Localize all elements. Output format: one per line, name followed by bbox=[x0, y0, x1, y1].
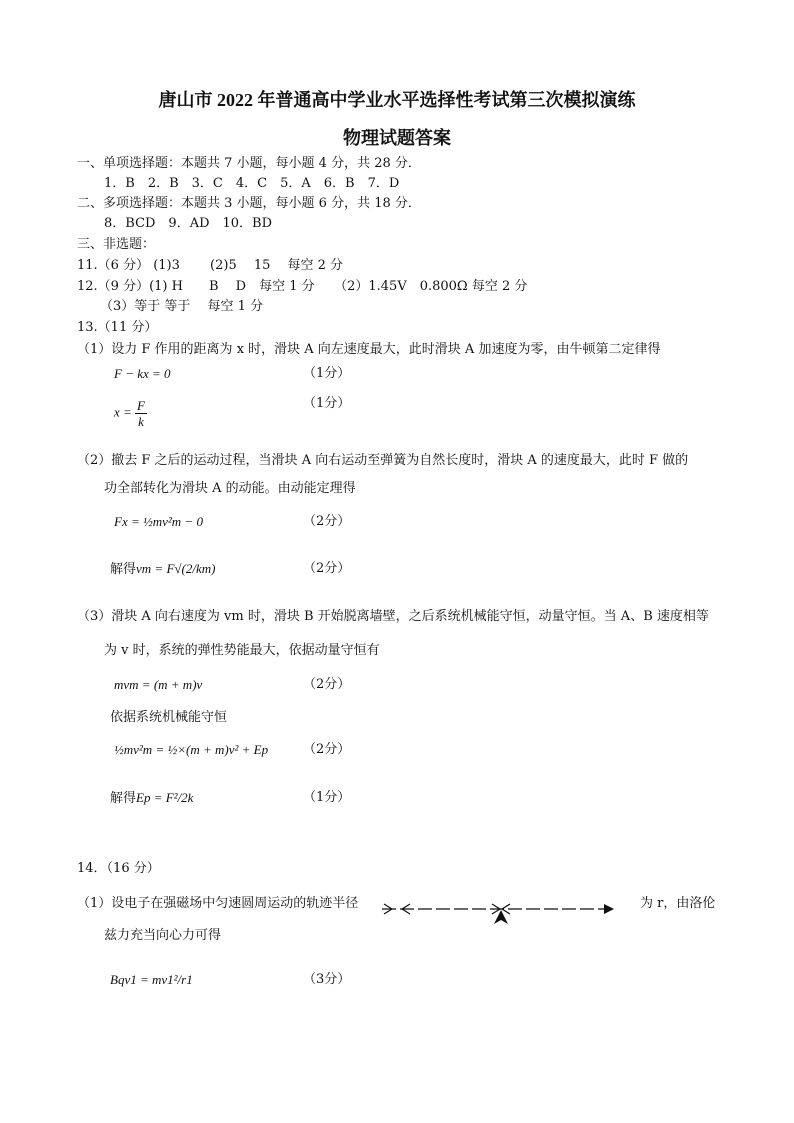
section-2-answers: 8．BCD 9．AD 10．BD bbox=[104, 216, 273, 231]
q13-equation-2: x = $\frac{F}{k}$ bbox=[114, 398, 145, 429]
score-label: （1分） bbox=[303, 366, 351, 381]
q14-part1-tail: 为 r，由洛伦 bbox=[640, 896, 716, 911]
score-label: （1分） bbox=[303, 396, 351, 411]
q13-equation-4: 解得vm = F√(2/km) bbox=[110, 561, 216, 577]
section-3-heading: 三、非选题： bbox=[77, 237, 156, 252]
q13-equation-5: mvm = (m + m)v bbox=[114, 677, 203, 692]
score-label: （2分） bbox=[303, 677, 351, 692]
q14-part1-text-b: 兹力充当向心力可得 bbox=[104, 928, 222, 943]
q13-part2-text-b: 功全部转化为滑块 A 的动能。由动能定理得 bbox=[104, 481, 356, 496]
score-label: （3分） bbox=[303, 972, 351, 987]
q13-part1-text: （1）设力 F 作用的距离为 x 时，滑块 A 向左速度最大，此时滑块 A 加速度为零，由牛顿第二定律得 bbox=[77, 342, 661, 357]
question-13-heading: 13.（11 分） bbox=[77, 320, 158, 335]
q13-equation-3: Fx = ½mv²m − 0 bbox=[114, 514, 203, 529]
section-1-answers: 1．B 2．B 3．C 4．C 5．A 6．B 7．D bbox=[104, 176, 400, 191]
section-1-heading: 一、单项选择题：本题共 7 小题，每小题 4 分，共 28 分． bbox=[77, 156, 421, 171]
q13-part3-text-a: （3）滑块 A 向右速度为 vm 时，滑块 B 开始脱离墙壁，之后系统机械能守恒，动量守恒。当 A、B 速度相等 bbox=[77, 609, 709, 624]
q13-equation-1: F − kx = 0 bbox=[114, 366, 171, 381]
arrow-line-diagram bbox=[378, 898, 623, 928]
q13-equation-7: 解得Ep = F²/2k bbox=[110, 790, 194, 806]
page-title: 唐山市 2022 年普通高中学业水平选择性考试第三次模拟演练 bbox=[158, 90, 636, 110]
score-label: （2分） bbox=[303, 742, 351, 757]
question-12-line2: （3）等于 等于 每空 1 分 bbox=[100, 299, 264, 314]
page-subtitle: 物理试题答案 bbox=[343, 128, 451, 148]
score-label: （1分） bbox=[303, 790, 351, 805]
q13-part3-text-b: 为 v 时，系统的弹性势能最大，依据动量守恒有 bbox=[104, 643, 380, 658]
q13-energy-text: 依据系统机械能守恒 bbox=[110, 710, 228, 725]
score-label: （2分） bbox=[303, 561, 351, 576]
q14-equation-1: Bqv1 = mv1²/r1 bbox=[110, 972, 193, 987]
question-14-heading: 14．（16 分） bbox=[77, 861, 160, 876]
q13-equation-6: ½mv²m = ½×(m + m)v² + Ep bbox=[114, 742, 269, 757]
score-label: （2分） bbox=[303, 514, 351, 529]
question-11: 11.（6 分） (1)3 (2)5 15 每空 2 分 bbox=[77, 258, 344, 273]
q13-part2-text-a: （2）撤去 F 之后的运动过程，当滑块 A 向右运动至弹簧为自然长度时，滑块 A 的速度最大，此时 F 做的 bbox=[77, 453, 689, 468]
question-12-line1: 12.（9 分）(1) H B D 每空 1 分 （2）1.45V 0.800Ω 每空 2 分 bbox=[77, 279, 528, 294]
section-2-heading: 二、多项选择题：本题共 3 小题，每小题 6 分，共 18 分． bbox=[77, 196, 421, 211]
q14-part1-text-a: （1）设电子在强磁场中匀速圆周运动的轨迹半径 bbox=[77, 896, 359, 911]
